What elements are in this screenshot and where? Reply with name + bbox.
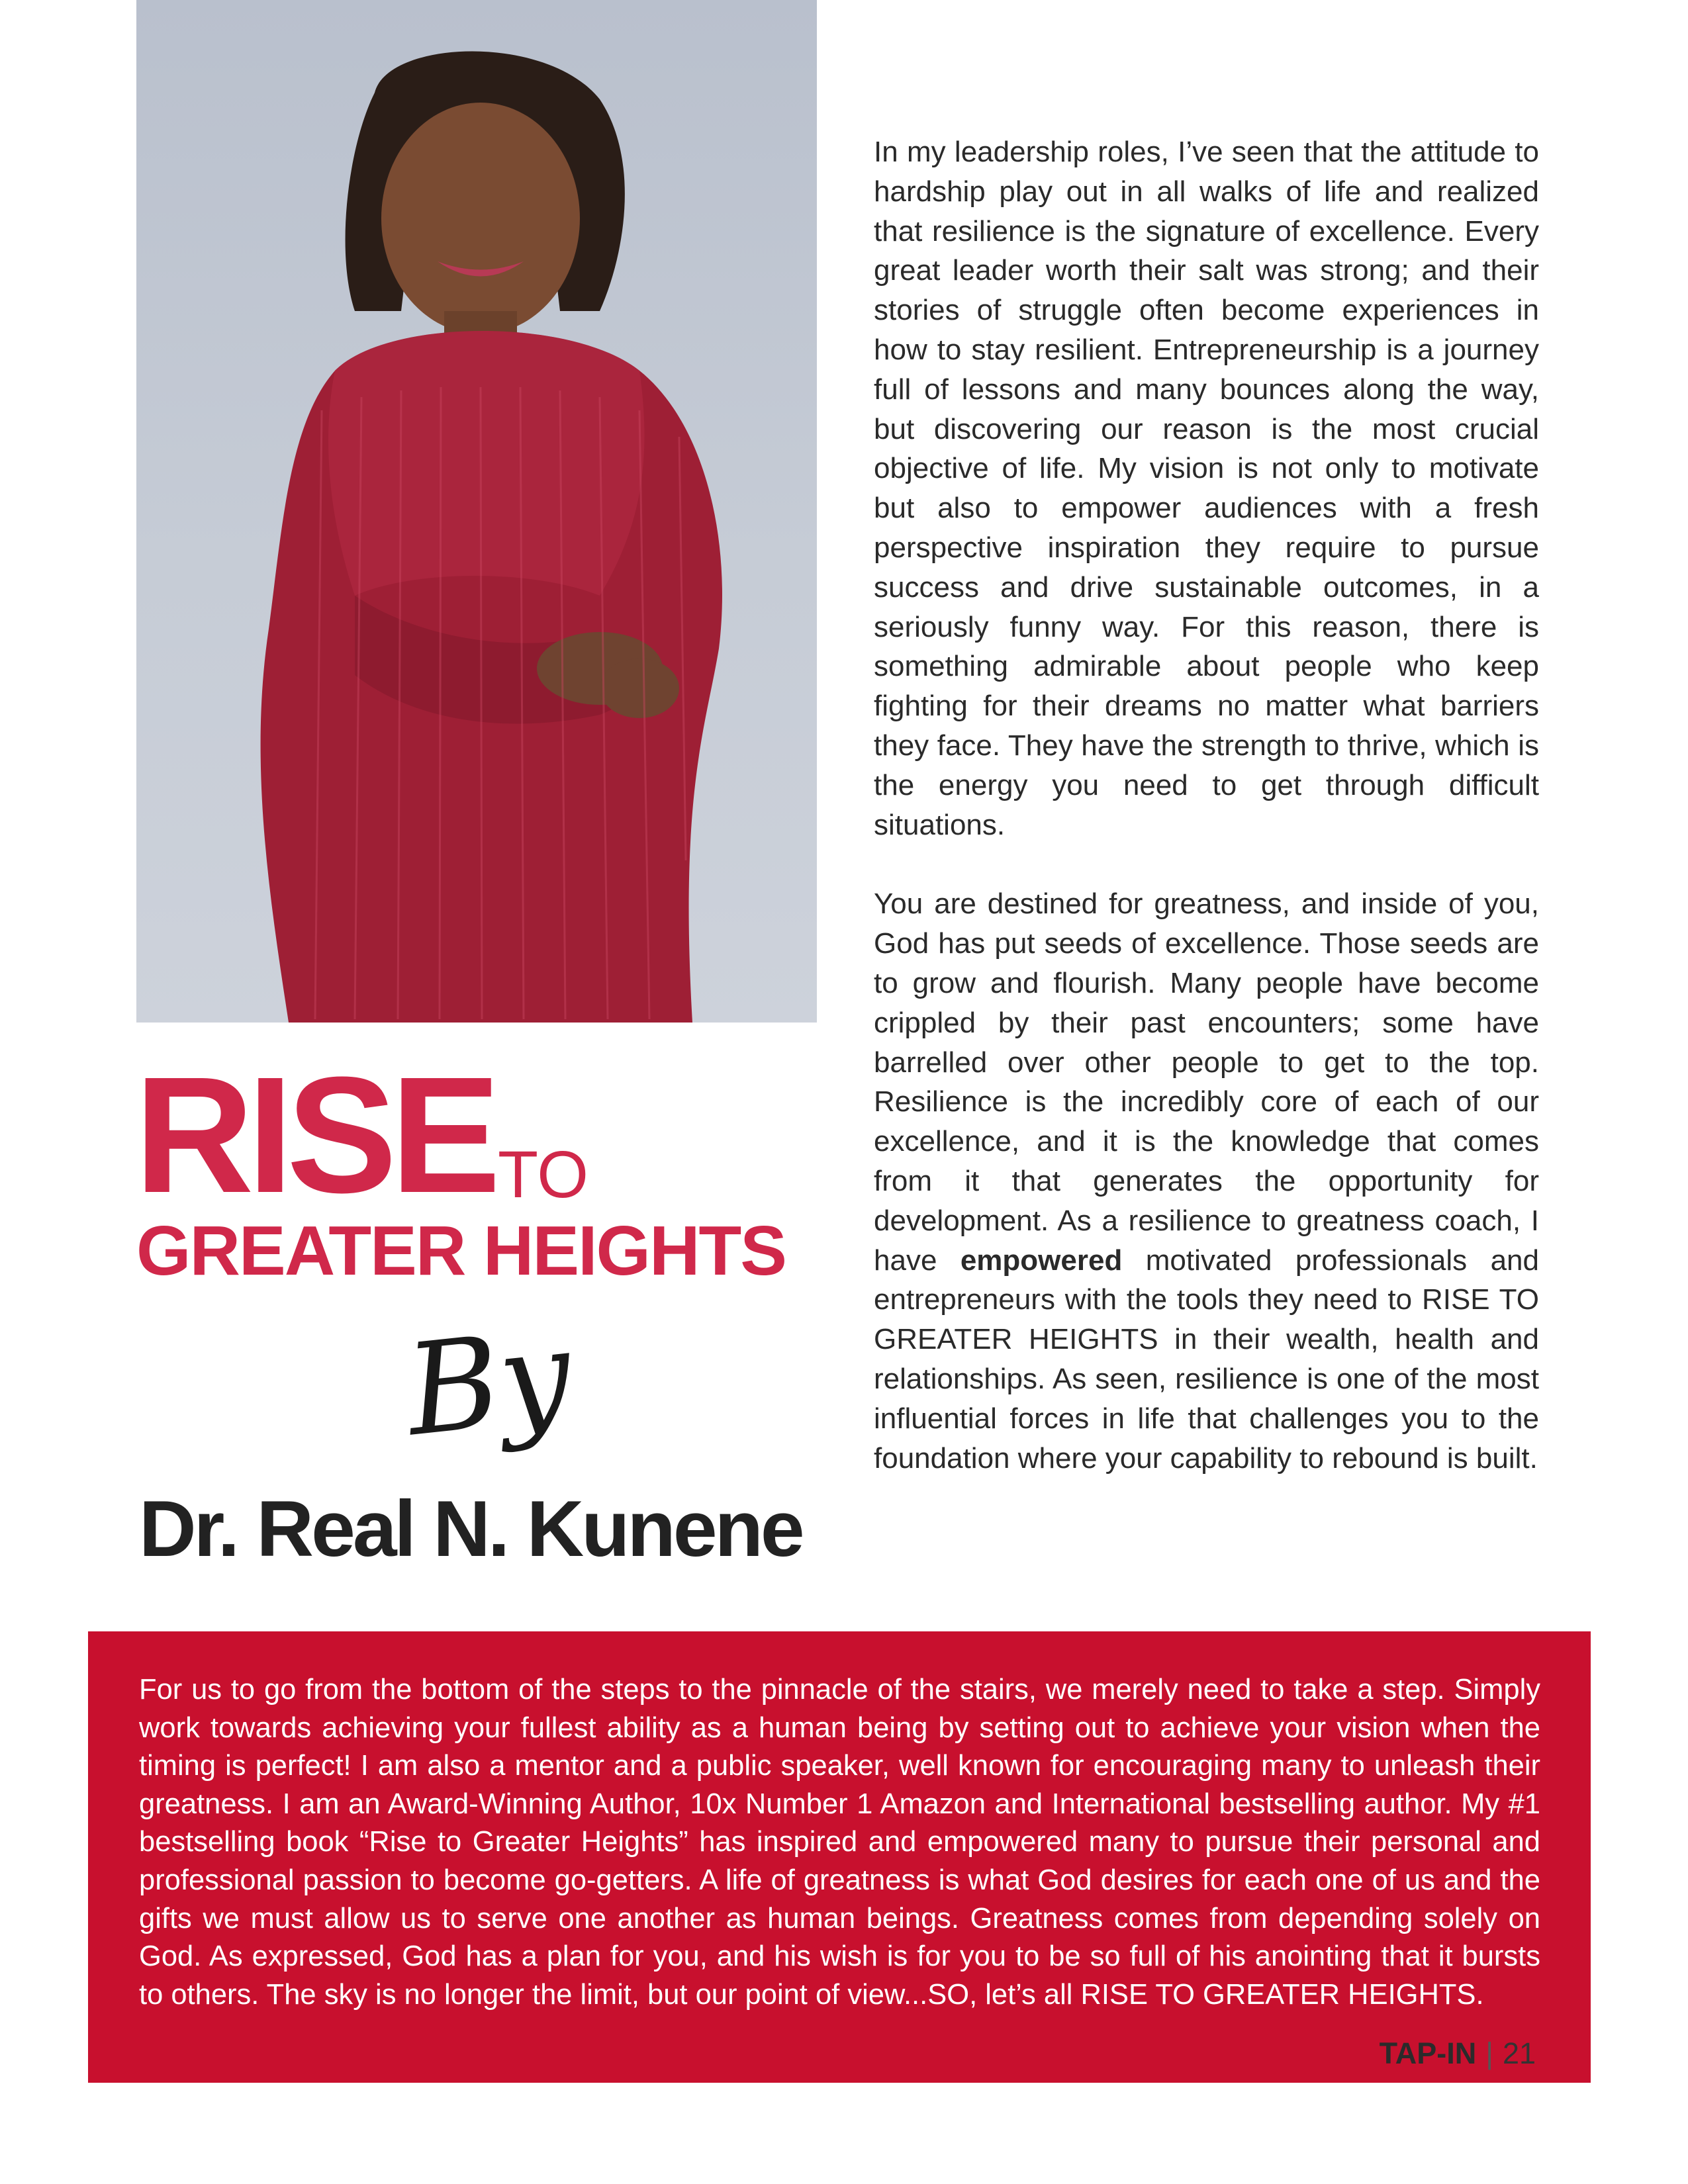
- portrait-illustration: [136, 0, 817, 1023]
- portrait-photo: [136, 0, 817, 1023]
- title-to: TO: [498, 1138, 589, 1212]
- article-body: [874, 132, 1539, 1478]
- article-paragraph: In my leadership roles, I’ve seen that the attitude to hardship play out in all walks of life and realized that resilience is the signature of excellence. Every great leader worth their salt was strong; and their stories of struggle often become experiences in how to stay resilient. Entrepreneurship is a journey full of lessons and many bounces along the way, but discovering our reason is the most crucial objective of life. My vision is not only to motivate but also to empower audiences with a fresh perspective inspiration they require to pursue success and drive sustainable outcomes, in a seriously funny way. For this reason, there is something admirable about people who keep fighting for their dreams no matter what barriers they face. They have the strength to thrive, which is the energy you need to get through difficult situations.: [874, 136, 1539, 841]
- title-rise: RISE: [134, 1042, 494, 1227]
- article-paragraph: [874, 884, 1539, 1478]
- folio-separator: |: [1485, 2036, 1493, 2070]
- page-number: 21: [1502, 2036, 1536, 2070]
- article-bold-word: empowered: [960, 1244, 1123, 1277]
- page-folio: [1380, 2037, 1536, 2070]
- author-name: Dr. Real N. Kunene: [139, 1484, 802, 1573]
- magazine-name: TAP-IN: [1379, 2036, 1477, 2070]
- article-paragraph-text: You are destined for greatness, and inside of you, God has put seeds of excellence. Those seeds are to grow and flourish. Many people have become crippled by their past encounters; some have barrelled over other people to get to the top. Resilience is the incredibly core of each of our excellence, and it is the knowledge that comes from it that generates the opportunity for development. As a resilience to greatness coach, I have: [874, 887, 1539, 1277]
- callout-text: For us to go from the bottom of the steps to the pinnacle of the stairs, we merely need to take a step. Simply work towards achieving your fullest ability as a human being by setting out to achieve your vision when the timing is perfect! I am also a mentor and a public speaker, well known for encouraging many to unleash their greatness. I am an Award-Winning Author, 10x Number 1 Amazon and International bestselling author. My #1 bestselling book “Rise to Greater Heights” has inspired and empowered many to pursue their personal and professional passion to become go-getters. A life of greatness is what God desires for each one of us and the gifts we must allow us to serve one another as human beings. Greatness comes from depending solely on God. As expressed, God has a plan for you, and his wish is for you to be so full of his anointing that it bursts to others. The sky is no longer the limit, but our point of view...SO, let’s all RISE TO GREATER HEIGHTS.: [139, 1674, 1540, 2011]
- article-paragraph-tail: motivated professionals and entrepreneurs with the tools they need to RISE TO GREATER HEIGHTS in their wealth, health and relationships. As seen, resilience is one of the most influential forces in life that challenges you to the foundation where your capability to rebound is built.: [874, 1244, 1539, 1475]
- byline-script: By: [400, 1301, 578, 1465]
- title-greater-heights: GREATER HEIGHTS: [136, 1212, 786, 1290]
